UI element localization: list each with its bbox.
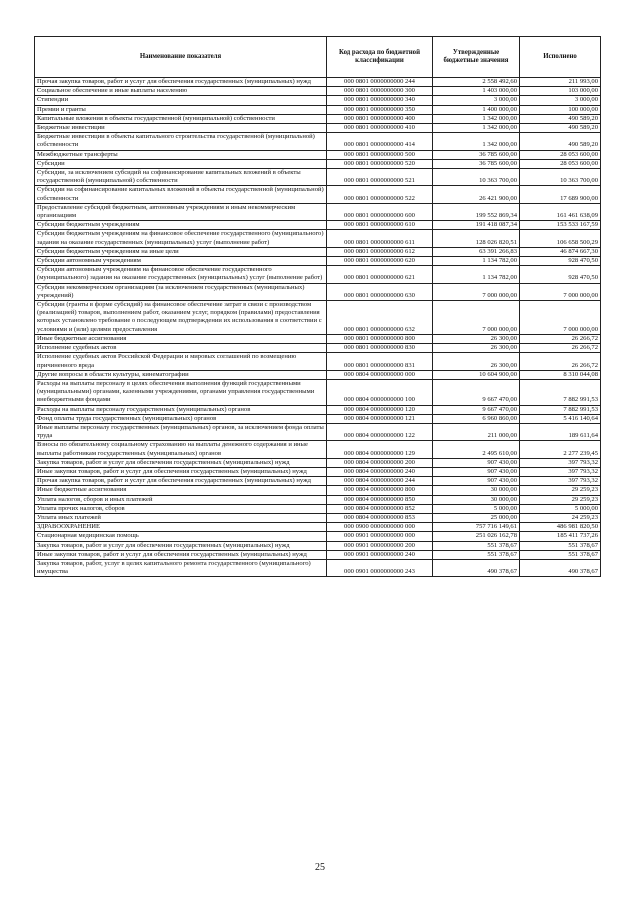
row-code: 000 0804 0000000000 850 [327, 495, 433, 504]
row-approved: 9 667 470,00 [433, 405, 520, 414]
row-name: ЗДРАВООХРАНЕНИЕ [35, 523, 327, 532]
row-code: 000 0801 0000000000 244 [327, 78, 433, 87]
row-executed: 29 259,23 [520, 486, 601, 495]
row-name: Премии и гранты [35, 105, 327, 114]
row-code: 000 0901 0000000000 240 [327, 550, 433, 559]
row-approved: 551 378,67 [433, 541, 520, 550]
table-row [35, 169, 601, 186]
row-executed: 2 277 239,45 [520, 441, 601, 458]
row-executed: 928 470,50 [520, 257, 601, 266]
row-executed: 7 882 991,53 [520, 379, 601, 405]
table-row [35, 379, 601, 405]
table-row [35, 486, 601, 495]
row-code: 000 0801 0000000000 410 [327, 124, 433, 133]
row-approved: 1 342 000,00 [433, 133, 520, 150]
row-approved: 30 000,00 [433, 486, 520, 495]
table-row [35, 467, 601, 476]
row-executed: 189 611,64 [520, 423, 601, 440]
row-executed: 7 000 000,00 [520, 283, 601, 300]
row-name: Уплата иных платежей [35, 513, 327, 522]
row-executed: 397 793,32 [520, 458, 601, 467]
table-row [35, 423, 601, 440]
header-executed: Исполнено [520, 37, 601, 78]
row-approved: 63 391 266,83 [433, 247, 520, 256]
row-approved: 6 960 860,00 [433, 414, 520, 423]
row-name: Взносы по обязательному социальному страхованию на выплаты денежного содержания и иные выплаты работникам государственных (муниципальных) органов [35, 441, 327, 458]
row-executed: 28 053 600,00 [520, 159, 601, 168]
row-name: Закупка товаров, работ, услуг в целях капитального ремонта государственного (муниципального) имущества [35, 559, 327, 576]
row-approved: 757 716 149,61 [433, 523, 520, 532]
row-name: Предоставление субсидий бюджетным, автономным учреждениям и иным некоммерческим организациям [35, 203, 327, 220]
row-code: 000 0900 0000000000 000 [327, 523, 433, 532]
row-approved: 36 785 600,00 [433, 150, 520, 159]
table-row [35, 87, 601, 96]
table-row [35, 370, 601, 379]
row-executed: 8 310 044,08 [520, 370, 601, 379]
row-code: 000 0801 0000000000 632 [327, 301, 433, 335]
row-executed: 153 533 167,59 [520, 221, 601, 230]
row-code: 000 0804 0000000000 240 [327, 467, 433, 476]
row-code: 000 0801 0000000000 612 [327, 247, 433, 256]
row-approved: 25 000,00 [433, 513, 520, 522]
row-approved: 2 558 492,60 [433, 78, 520, 87]
table-row [35, 230, 601, 247]
row-approved: 2 495 610,00 [433, 441, 520, 458]
row-name: Субсидии автономным учреждениям на финансовое обеспечение государственного (муниципального) задания на оказание государственных (муниципальных) услуг (выполнение работ) [35, 266, 327, 283]
table-row [35, 513, 601, 522]
row-approved: 3 000,00 [433, 96, 520, 105]
row-code: 000 0804 0000000000 121 [327, 414, 433, 423]
row-name: Другие вопросы в области культуры, кинематографии [35, 370, 327, 379]
row-code: 000 0801 0000000000 300 [327, 87, 433, 96]
row-code: 000 0801 0000000000 414 [327, 133, 433, 150]
row-approved: 907 430,00 [433, 458, 520, 467]
row-name: Исполнение судебных актов [35, 344, 327, 353]
row-approved: 26 300,00 [433, 334, 520, 343]
row-executed: 490 589,20 [520, 124, 601, 133]
row-executed: 7 000 000,00 [520, 301, 601, 335]
row-name: Иные закупки товаров, работ и услуг для обеспечения государственных (муниципальных) нужд [35, 550, 327, 559]
row-code: 000 0801 0000000000 340 [327, 96, 433, 105]
row-code: 000 0804 0000000000 800 [327, 486, 433, 495]
row-code: 000 0901 0000000000 000 [327, 532, 433, 541]
row-name: Бюджетные инвестиции в объекты капитального строительства государственной (муниципальной) собственности [35, 133, 327, 150]
row-code: 000 0801 0000000000 800 [327, 334, 433, 343]
row-approved: 9 667 470,00 [433, 379, 520, 405]
row-approved: 1 403 000,00 [433, 87, 520, 96]
row-name: Фонд оплаты труда государственных (муниципальных) органов [35, 414, 327, 423]
row-approved: 10 604 900,00 [433, 370, 520, 379]
row-code: 000 0801 0000000000 400 [327, 114, 433, 123]
row-approved: 251 026 162,78 [433, 532, 520, 541]
row-executed: 928 470,50 [520, 266, 601, 283]
table-row [35, 353, 601, 370]
table-row [35, 334, 601, 343]
row-approved: 10 363 700,00 [433, 169, 520, 186]
row-name: Субсидии на софинансирование капитальных вложений в объекты государственной (муниципальной) собственности [35, 186, 327, 203]
row-name: Стипендии [35, 96, 327, 105]
row-approved: 490 378,67 [433, 559, 520, 576]
row-approved: 1 400 000,00 [433, 105, 520, 114]
row-code: 000 0804 0000000000 244 [327, 477, 433, 486]
row-name: Субсидии некоммерческим организациям (за исключением государственных (муниципальных) учреждений) [35, 283, 327, 300]
table-row [35, 550, 601, 559]
row-name: Прочая закупка товаров, работ и услуг для обеспечения государственных (муниципальных) нужд [35, 78, 327, 87]
table-row [35, 441, 601, 458]
row-name: Субсидии бюджетным учреждениям [35, 221, 327, 230]
table-row [35, 114, 601, 123]
row-executed: 24 259,23 [520, 513, 601, 522]
row-name: Исполнение судебных актов Российской Федерации и мировых соглашений по возмещению причиненного вреда [35, 353, 327, 370]
row-code: 000 0801 0000000000 520 [327, 159, 433, 168]
row-name: Социальное обеспечение и иные выплаты населению [35, 87, 327, 96]
row-executed: 106 658 500,29 [520, 230, 601, 247]
row-code: 000 0804 0000000000 100 [327, 379, 433, 405]
row-name: Иные выплаты персоналу государственных (муниципальных) органов, за исключением фонда оплаты труда [35, 423, 327, 440]
row-name: Иные бюджетные ассигнования [35, 486, 327, 495]
row-name: Расходы на выплаты персоналу в целях обеспечения выполнения функций государственными (муниципальными) органами, казенными учреждениями, органами управления государственными внебюджетными фондами [35, 379, 327, 405]
row-approved: 211 000,00 [433, 423, 520, 440]
row-approved: 191 418 087,34 [433, 221, 520, 230]
row-executed: 161 461 638,09 [520, 203, 601, 220]
row-executed: 551 378,67 [520, 541, 601, 550]
row-code: 000 0801 0000000000 630 [327, 283, 433, 300]
row-code: 000 0801 0000000000 521 [327, 169, 433, 186]
row-name: Субсидии автономным учреждениям [35, 257, 327, 266]
table-row [35, 559, 601, 576]
row-executed: 26 266,72 [520, 353, 601, 370]
row-executed: 28 053 600,00 [520, 150, 601, 159]
table-row [35, 414, 601, 423]
row-executed: 10 363 700,00 [520, 169, 601, 186]
row-executed: 17 689 900,00 [520, 186, 601, 203]
table-row [35, 96, 601, 105]
row-name: Иные закупки товаров, работ и услуг для обеспечения государственных (муниципальных) нужд [35, 467, 327, 476]
row-approved: 199 552 869,34 [433, 203, 520, 220]
row-name: Субсидии бюджетным учреждениям на иные цели [35, 247, 327, 256]
row-approved: 1 134 782,00 [433, 257, 520, 266]
row-code: 000 0804 0000000000 000 [327, 370, 433, 379]
table-row [35, 405, 601, 414]
row-approved: 1 134 782,00 [433, 266, 520, 283]
row-approved: 5 000,00 [433, 504, 520, 513]
row-approved: 907 430,00 [433, 477, 520, 486]
table-row [35, 477, 601, 486]
table-row [35, 203, 601, 220]
row-executed: 26 266,72 [520, 344, 601, 353]
row-approved: 26 300,00 [433, 353, 520, 370]
row-executed: 551 378,67 [520, 550, 601, 559]
row-executed: 29 259,23 [520, 495, 601, 504]
row-code: 000 0804 0000000000 852 [327, 504, 433, 513]
table-row [35, 532, 601, 541]
table-row [35, 458, 601, 467]
table-row [35, 186, 601, 203]
row-code: 000 0901 0000000000 200 [327, 541, 433, 550]
row-name: Закупка товаров, работ и услуг для обеспечения государственных (муниципальных) нужд [35, 458, 327, 467]
table-row [35, 150, 601, 159]
row-name: Уплата налогов, сборов и иных платежей [35, 495, 327, 504]
row-approved: 26 421 900,00 [433, 186, 520, 203]
row-name: Субсидии бюджетным учреждениям на финансовое обеспечение государственного (муниципального) задания на оказание государственных (муниципальных) услуг (выполнение работ) [35, 230, 327, 247]
row-name: Прочая закупка товаров, работ и услуг для обеспечения государственных (муниципальных) нужд [35, 477, 327, 486]
row-name: Иные бюджетные ассигнования [35, 334, 327, 343]
table-row [35, 301, 601, 335]
row-executed: 397 793,32 [520, 477, 601, 486]
table-row [35, 105, 601, 114]
row-executed: 490 589,20 [520, 114, 601, 123]
header-code: Код расхода по бюджетной классификации [327, 37, 433, 78]
row-executed: 26 266,72 [520, 334, 601, 343]
table-row [35, 78, 601, 87]
row-approved: 26 300,00 [433, 344, 520, 353]
row-code: 000 0801 0000000000 830 [327, 344, 433, 353]
row-code: 000 0901 0000000000 243 [327, 559, 433, 576]
row-name: Расходы на выплаты персоналу государственных (муниципальных) органов [35, 405, 327, 414]
row-code: 000 0801 0000000000 620 [327, 257, 433, 266]
row-approved: 30 000,00 [433, 495, 520, 504]
table-row [35, 257, 601, 266]
row-executed: 397 793,32 [520, 467, 601, 476]
row-executed: 103 000,00 [520, 87, 601, 96]
row-approved: 7 000 000,00 [433, 283, 520, 300]
row-name: Бюджетные инвестиции [35, 124, 327, 133]
table-row [35, 523, 601, 532]
row-code: 000 0804 0000000000 200 [327, 458, 433, 467]
row-executed: 5 000,00 [520, 504, 601, 513]
row-name: Межбюджетные трансферты [35, 150, 327, 159]
table-row [35, 247, 601, 256]
row-name: Капитальные вложения в объекты государственной (муниципальной) собственности [35, 114, 327, 123]
row-code: 000 0801 0000000000 500 [327, 150, 433, 159]
budget-execution-table [34, 36, 601, 577]
row-code: 000 0804 0000000000 853 [327, 513, 433, 522]
row-executed: 3 000,00 [520, 96, 601, 105]
row-code: 000 0801 0000000000 610 [327, 221, 433, 230]
table-row [35, 124, 601, 133]
row-name: Субсидии (гранты в форме субсидий) на финансовое обеспечение затрат в связи с производством (реализацией) товаров, выполнением работ, оказанием услуг, порядком (правилами) предоставления которых установлено требование о последующем подтверждении их использования в соответствии с условиями и (или) целями предоставления [35, 301, 327, 335]
table-row [35, 221, 601, 230]
row-executed: 185 411 737,26 [520, 532, 601, 541]
row-executed: 46 874 667,30 [520, 247, 601, 256]
row-approved: 36 785 600,00 [433, 159, 520, 168]
row-executed: 5 416 140,64 [520, 414, 601, 423]
row-name: Закупка товаров, работ и услуг для обеспечения государственных (муниципальных) нужд [35, 541, 327, 550]
table-header-row [35, 37, 601, 78]
row-code: 000 0804 0000000000 122 [327, 423, 433, 440]
row-code: 000 0801 0000000000 611 [327, 230, 433, 247]
row-name: Субсидии, за исключением субсидий на софинансирование капитальных вложений в объекты государственной (муниципальной) собственности [35, 169, 327, 186]
row-executed: 211 993,00 [520, 78, 601, 87]
row-approved: 7 000 000,00 [433, 301, 520, 335]
row-code: 000 0801 0000000000 831 [327, 353, 433, 370]
row-approved: 128 026 820,51 [433, 230, 520, 247]
row-executed: 100 000,00 [520, 105, 601, 114]
table-row [35, 344, 601, 353]
row-executed: 7 882 991,53 [520, 405, 601, 414]
row-code: 000 0801 0000000000 621 [327, 266, 433, 283]
row-code: 000 0801 0000000000 350 [327, 105, 433, 114]
row-executed: 490 378,67 [520, 559, 601, 576]
table-row [35, 133, 601, 150]
table-row [35, 159, 601, 168]
row-name: Субсидии [35, 159, 327, 168]
row-code: 000 0804 0000000000 129 [327, 441, 433, 458]
table-row [35, 283, 601, 300]
row-approved: 907 430,00 [433, 467, 520, 476]
row-name: Стационарная медицинская помощь [35, 532, 327, 541]
header-name: Наименование показателя [35, 37, 327, 78]
row-executed: 486 981 820,50 [520, 523, 601, 532]
row-approved: 551 378,67 [433, 550, 520, 559]
row-approved: 1 342 000,00 [433, 124, 520, 133]
row-code: 000 0804 0000000000 120 [327, 405, 433, 414]
row-code: 000 0801 0000000000 600 [327, 203, 433, 220]
table-row [35, 266, 601, 283]
table-row [35, 504, 601, 513]
row-name: Уплата прочих налогов, сборов [35, 504, 327, 513]
table-row [35, 495, 601, 504]
table-row [35, 541, 601, 550]
header-approved: Утвержденные бюджетные значения [433, 37, 520, 78]
row-executed: 490 589,20 [520, 133, 601, 150]
row-approved: 1 342 000,00 [433, 114, 520, 123]
page-number: 25 [315, 862, 325, 873]
row-code: 000 0801 0000000000 522 [327, 186, 433, 203]
